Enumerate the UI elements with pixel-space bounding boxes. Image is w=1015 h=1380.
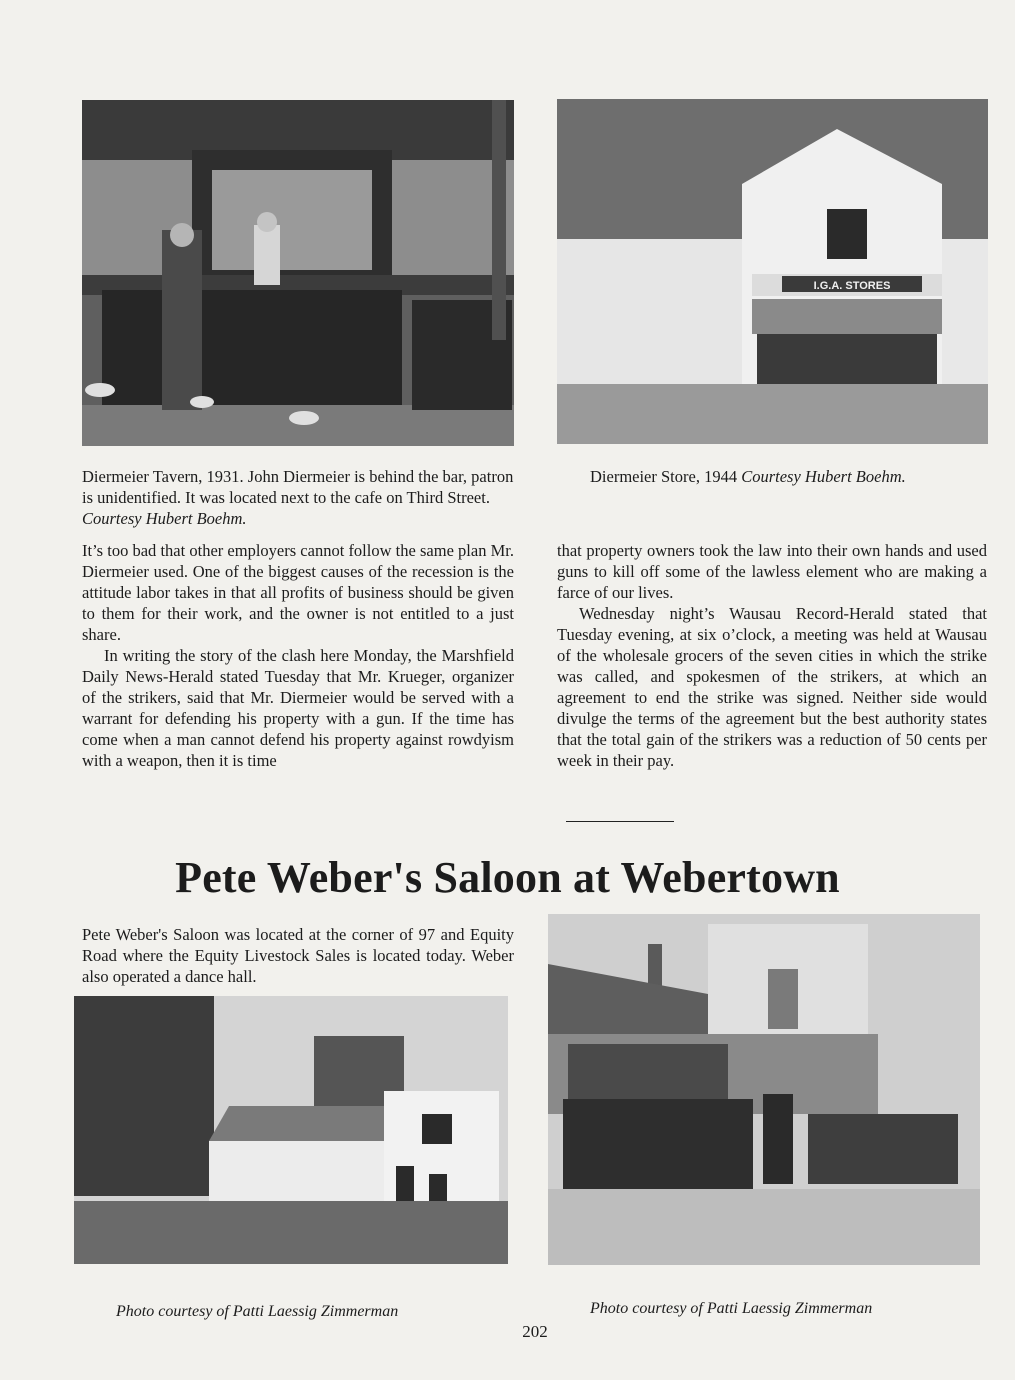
store-caption bbox=[590, 466, 990, 487]
section-divider bbox=[566, 821, 674, 822]
tavern-caption-main: Diermeier Tavern, 1931. John Diermeier is behind the bar, patron is unidentified. It was located next to the cafe on Third Street. bbox=[82, 467, 514, 507]
tavern-photo bbox=[82, 100, 514, 446]
right-paragraph-2: Wednesday night’s Wausau Record-Herald stated that Tuesday evening, at six o’clock, a meeting was held at Wausau of the wholesale grocers of the seven cities in which the strike was called, and spokesmen of the strikers, at which an agreement to end the strike was signed. Neither side would divulge the terms of the agreement but the best authority states that the total gain of the strikers was a reduction of 50 cents per week in their pay. bbox=[557, 604, 987, 770]
saloon-photo bbox=[74, 996, 508, 1264]
store-caption-credit: Courtesy Hubert Boehm. bbox=[741, 467, 906, 486]
left-paragraph-2: In writing the story of the clash here Monday, the Marshfield Daily News-Herald stated Tuesday that Mr. Krueger, organizer of the strikers, said that Mr. Diermeier would be served with a warrant for defending his property with a gun. If the time has come when a man cannot defend his property against rowdyism with a weapon, then it is time bbox=[82, 646, 514, 770]
tavern-caption-credit: Courtesy Hubert Boehm. bbox=[82, 509, 247, 528]
left-paragraph-1: It’s too bad that other employers cannot follow the same plan Mr. Diermeier used. One of the biggest causes of the recession is the attitude labor takes in that all profits of business should be given to them for their work, and the owner is not entitled to a just share. bbox=[82, 541, 514, 644]
right-column-text bbox=[557, 540, 987, 771]
right-paragraph-1: that property owners took the law into their own hands and used guns to kill off some of the lawless element who are making a farce of our lives. bbox=[557, 541, 987, 602]
store-photo bbox=[557, 99, 988, 444]
horse-photo-credit: Photo courtesy of Patti Laessig Zimmerman bbox=[590, 1300, 873, 1317]
page-number: 202 bbox=[522, 1322, 548, 1341]
left-column-text bbox=[82, 540, 514, 771]
tavern-caption bbox=[82, 466, 518, 529]
saloon-photo-credit: Photo courtesy of Patti Laessig Zimmerman bbox=[116, 1303, 399, 1320]
saloon-intro: Pete Weber's Saloon was located at the corner of 97 and Equity Road where the Equity Livestock Sales is located today. Weber also operated a dance hall. bbox=[82, 925, 514, 986]
section-headline: Pete Weber's Saloon at Webertown bbox=[175, 853, 840, 902]
horse-buggy-photo bbox=[548, 914, 980, 1265]
store-sign: I.G.A. STORES bbox=[813, 280, 891, 292]
store-caption-main: Diermeier Store, 1944 bbox=[590, 467, 738, 486]
